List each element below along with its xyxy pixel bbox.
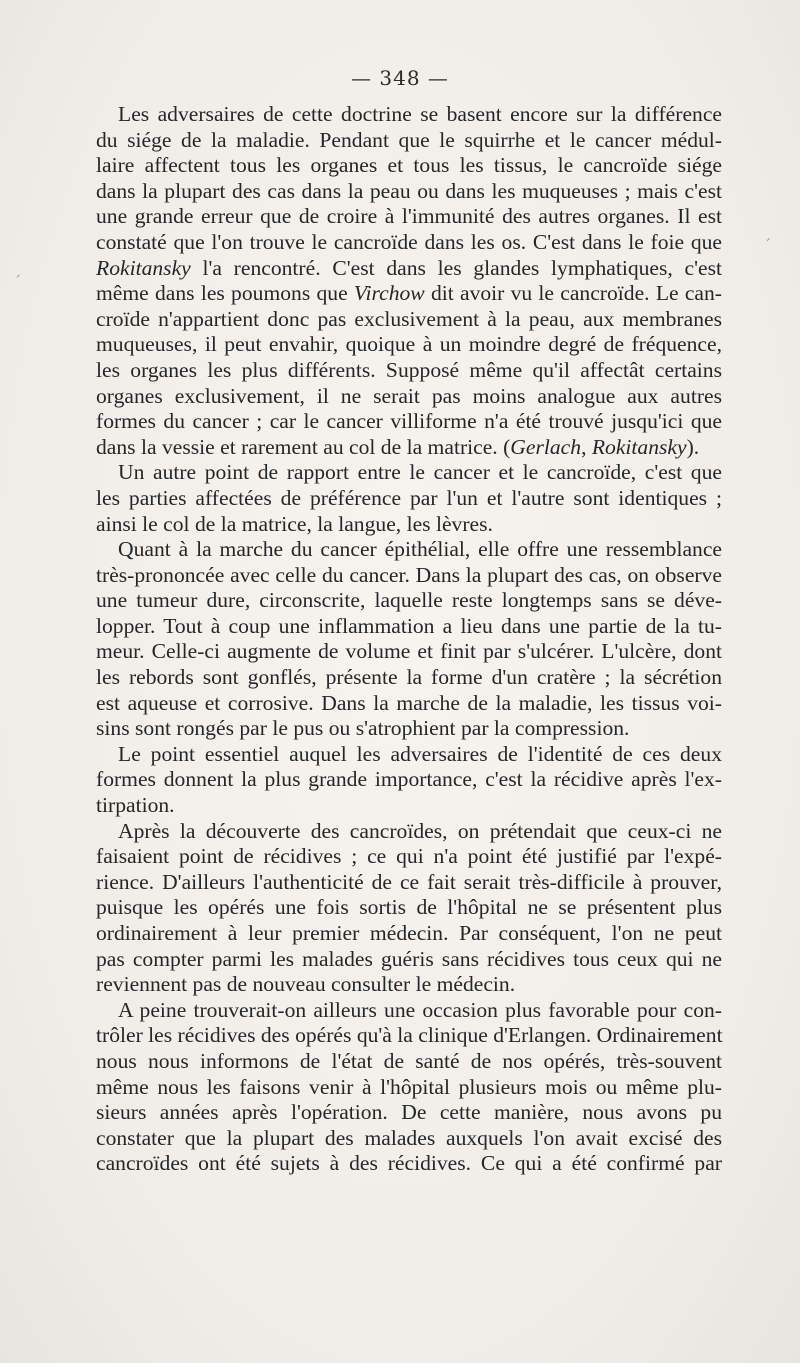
text-line: constaté que l'on trouve le cancroïde dans les os. C'est dans le foie que [96, 229, 722, 254]
text-line: les parties affectées de préférence par l'un et l'autre sont identiques ; [96, 485, 722, 510]
margin-tick-mark: ˏ [14, 262, 21, 278]
text-line: meur. Celle-ci augmente de volume et finit par s'ulcérer. L'ulcère, dont [96, 639, 722, 664]
text-line: les organes les plus différents. Supposé même qu'il affectât certains [96, 357, 722, 382]
text-line: laire affectent tous les organes et tous les tissus, le cancroïde siége [96, 153, 722, 178]
text-line: ainsi le col de la matrice, la langue, les lèvres. [96, 511, 493, 536]
text-line: faisaient point de récidives ; ce qui n'a point été justifié par l'expé- [96, 844, 722, 869]
body-text [96, 102, 722, 1177]
text-line: est aqueuse et corrosive. Dans la marche de la maladie, les tissus voi- [96, 690, 722, 715]
text-line: Quant à la marche du cancer épithélial, elle offre une ressemblance [118, 537, 722, 562]
text-line: même nous les faisons venir à l'hôpital plusieurs mois ou même plu- [96, 1074, 722, 1099]
text-line: trôler les récidives des opérés qu'à la clinique d'Erlangen. Ordinairement [96, 1023, 723, 1048]
text-line: formes donnent la plus grande importance, c'est la récidive après l'ex- [96, 767, 722, 792]
text-line: organes exclusivement, il ne serait pas moins analogue aux autres [96, 383, 722, 408]
text-line: dans la vessie et rarement au col de la matrice. (Gerlach, Rokitansky). [96, 434, 700, 459]
text-line: une grande erreur que de croire à l'immunité des autres organes. Il est [96, 204, 722, 229]
text-line: cancroïdes ont été sujets à des récidives. Ce qui a été confirmé par [96, 1151, 722, 1176]
text-line: Les adversaires de cette doctrine se basent encore sur la différence [118, 102, 722, 126]
text-line: ordinairement à leur premier médecin. Par conséquent, l'on ne peut [96, 921, 722, 945]
text-line: formes du cancer ; car le cancer villiforme n'a été trouvé jusqu'ici que [96, 409, 722, 434]
text-line: du siége de la maladie. Pendant que le squirrhe et le cancer médul- [96, 127, 722, 152]
text-line: croïde n'appartient donc pas exclusivement à la peau, aux membranes [96, 306, 722, 331]
text-line: très-prononcée avec celle du cancer. Dans la plupart des cas, on observe [96, 562, 722, 587]
text-line: même dans les poumons que Virchow dit avoir vu le cancroïde. Le can- [96, 281, 722, 306]
text-line: reviennent pas de nouveau consulter le médecin. [96, 972, 516, 997]
text-line: pas compter parmi les malades guéris sans récidives tous ceux qui ne [96, 946, 722, 971]
text-line: constater que la plupart des malades auxquels l'on avait excisé des [96, 1125, 722, 1150]
text-line: dans la plupart des cas dans la peau ou dans les muqueuses ; mais c'est [96, 178, 722, 203]
text-line: Le point essentiel auquel les adversaires de l'identité de ces deux [118, 741, 722, 766]
text-line: les rebords sont gonflés, présente la forme d'un cratère ; la sécrétion [96, 665, 722, 690]
text-line: sieurs années après l'opération. De cette manière, nous avons pu [96, 1100, 722, 1125]
text-line: Après la découverte des cancroïdes, on prétendait que ceux-ci ne [118, 818, 722, 843]
text-line: A peine trouverait-on ailleurs une occasion plus favorable pour con- [118, 997, 722, 1022]
text-line: muqueuses, il peut envahir, quoique à un moindre degré de fréquence, [96, 332, 722, 357]
text-line: lopper. Tout à coup une inflammation a lieu dans une partie de la tu- [96, 613, 722, 638]
text-line: Rokitansky l'a rencontré. C'est dans les glandes lymphatiques, c'est [96, 255, 722, 280]
text-line: rience. D'ailleurs l'authenticité de ce fait serait très-difficile à prouver, [96, 869, 722, 894]
page-number: — 348 — [351, 66, 449, 90]
margin-tick-mark: ˊ [764, 238, 771, 254]
text-line: tirpation. [96, 793, 175, 818]
text-line: une tumeur dure, circonscrite, laquelle reste longtemps sans se déve- [96, 588, 722, 613]
text-line: puisque les opérés une fois sortis de l'hôpital ne se présentent plus [96, 895, 722, 920]
text-line: sins sont rongés par le pus ou s'atrophient par la compression. [96, 716, 630, 741]
text-line: Un autre point de rapport entre le cancer et le cancroïde, c'est que [118, 460, 722, 485]
text-line: nous nous informons de l'état de santé de nos opérés, très-souvent [96, 1048, 722, 1073]
